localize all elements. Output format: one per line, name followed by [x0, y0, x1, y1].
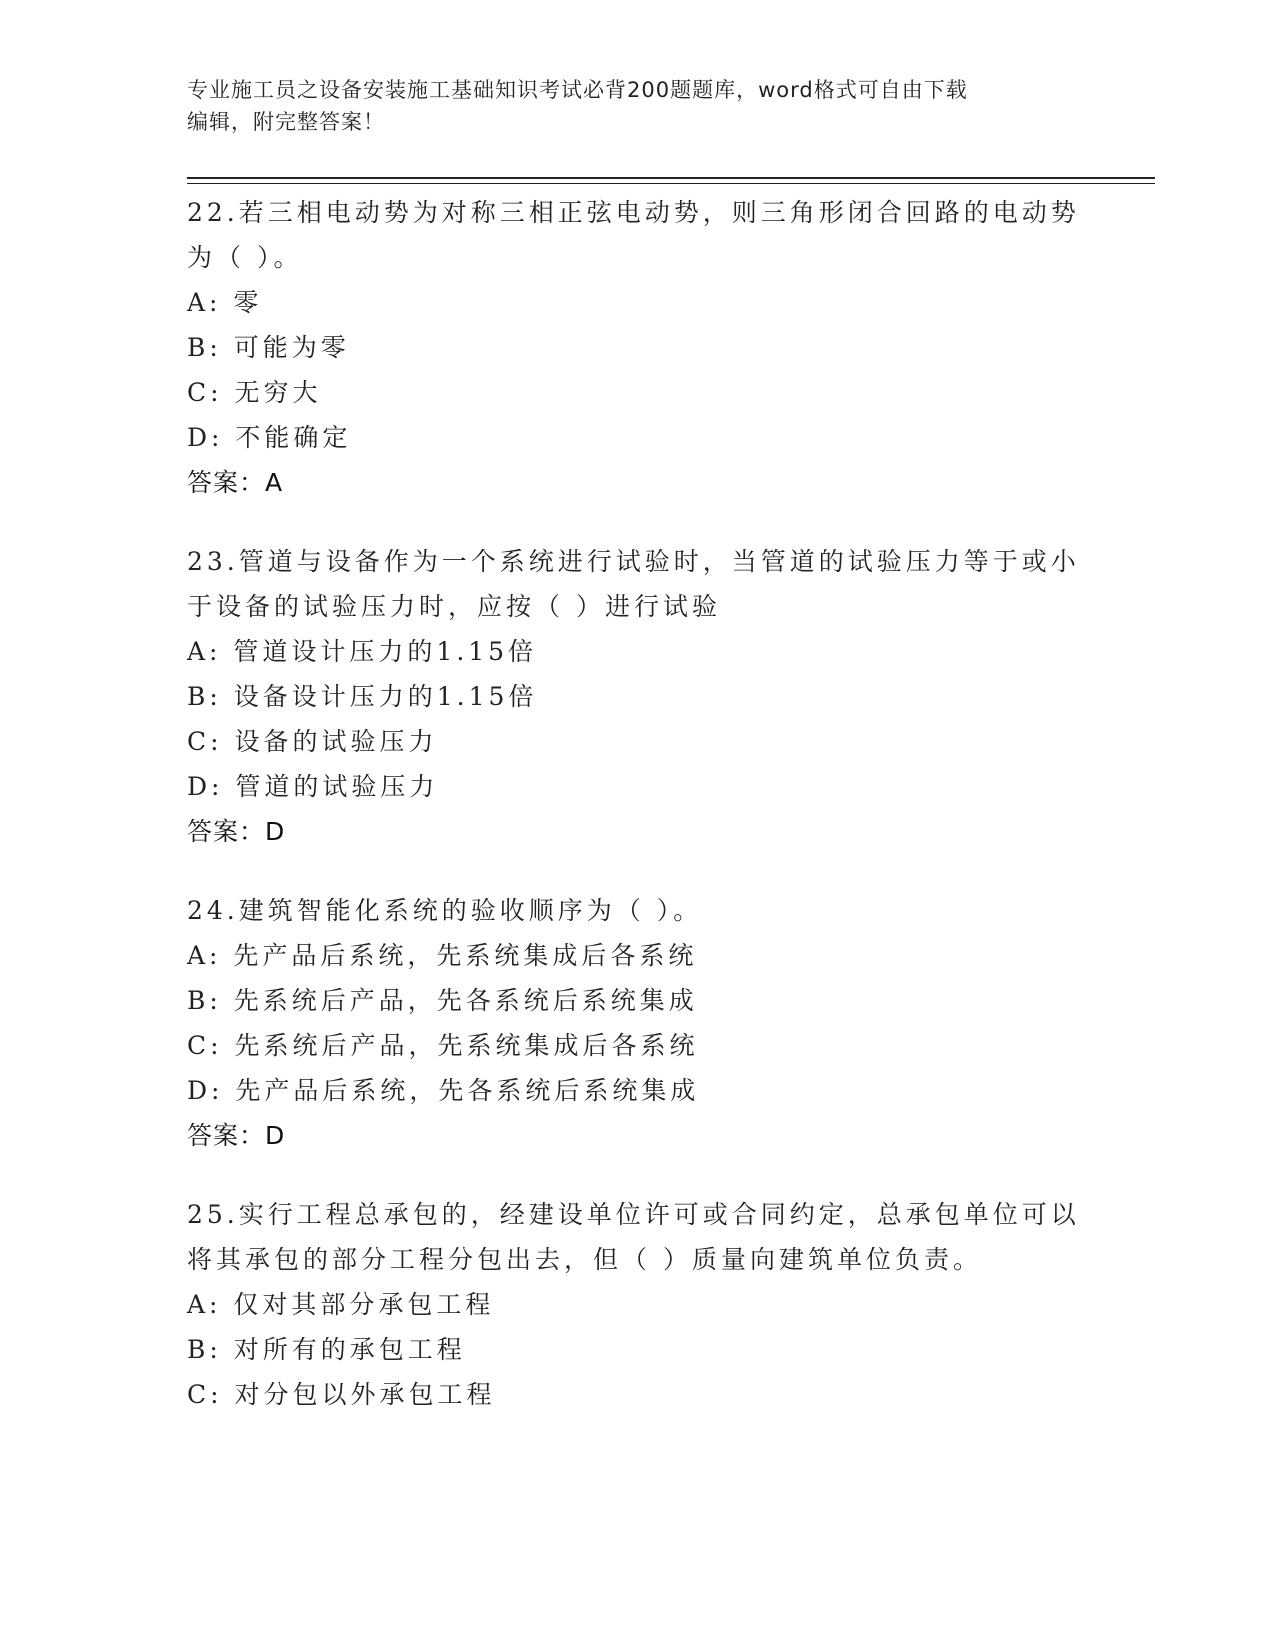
header-divider-thick [187, 177, 1155, 179]
header-title-line-1: 专业施工员之设备安装施工基础知识考试必背200题题库，word格式可自由下载 [187, 78, 968, 102]
answer: 答案：A [187, 468, 284, 497]
answer: 答案：D [187, 817, 286, 846]
question-stem-line: 22.若三相电动势为对称三相正弦电动势，则三角形闭合回路的电动势 [187, 198, 1080, 227]
question-24 [187, 888, 1087, 1158]
option-a: A: 管道设计压力的1.15倍 [187, 637, 538, 666]
option-c: C: 设备的试验压力 [187, 727, 438, 756]
option-c: C: 对分包以外承包工程 [187, 1380, 496, 1409]
option-b: B: 可能为零 [187, 333, 350, 362]
option-c: C: 先系统后产品，先系统集成后各系统 [187, 1031, 699, 1060]
question-stem-line: 将其承包的部分工程分包出去，但（ ）质量向建筑单位负责。 [187, 1245, 982, 1274]
question-list [187, 190, 1087, 1451]
question-23 [187, 539, 1087, 854]
question-stem-line: 24.建筑智能化系统的验收顺序为（ ）。 [187, 896, 703, 925]
header-divider-thin [187, 183, 1155, 184]
option-d: D: 不能确定 [187, 423, 352, 452]
question-stem-line: 于设备的试验压力时，应按（ ）进行试验 [187, 592, 721, 621]
header-title-line-2: 编辑，附完整答案！ [187, 110, 385, 134]
option-b: B: 设备设计压力的1.15倍 [187, 682, 538, 711]
option-a: A: 零 [187, 288, 263, 317]
option-c: C: 无穷大 [187, 378, 322, 407]
option-d: D: 先产品后系统，先各系统后系统集成 [187, 1076, 700, 1105]
answer: 答案：D [187, 1121, 286, 1150]
option-a: A: 先产品后系统，先系统集成后各系统 [187, 941, 698, 970]
question-25 [187, 1192, 1087, 1417]
option-b: B: 先系统后产品，先各系统后系统集成 [187, 986, 698, 1015]
option-b: B: 对所有的承包工程 [187, 1335, 466, 1364]
question-stem-line: 为（ ）。 [187, 243, 303, 272]
option-d: D: 管道的试验压力 [187, 772, 439, 801]
question-22 [187, 190, 1087, 505]
document-header [187, 74, 1067, 138]
option-a: A: 仅对其部分承包工程 [187, 1290, 495, 1319]
question-stem-line: 23.管道与设备作为一个系统进行试验时，当管道的试验压力等于或小 [187, 547, 1080, 576]
question-stem-line: 25.实行工程总承包的，经建设单位许可或合同约定，总承包单位可以 [187, 1200, 1080, 1229]
